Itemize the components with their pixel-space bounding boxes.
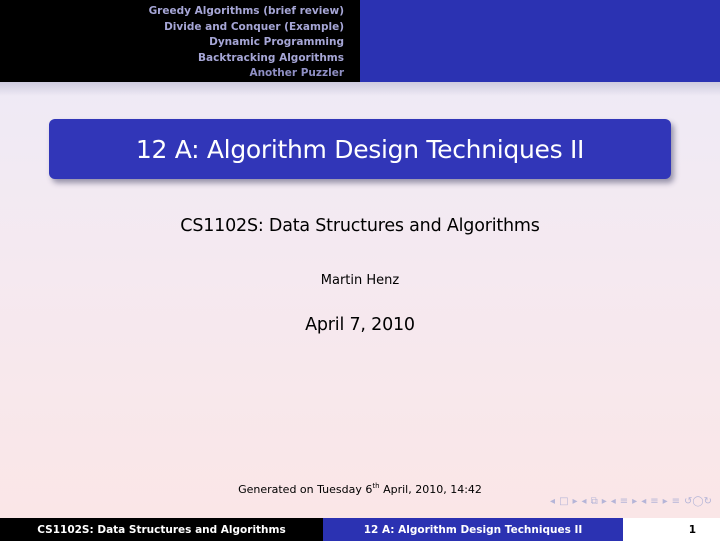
prev-document-icon[interactable]: ◂ [641, 496, 647, 507]
frame-icon[interactable]: □ [559, 496, 569, 507]
slide-subtitle: CS1102S: Data Structures and Algorithms [180, 216, 540, 236]
nav-section-backtracking[interactable]: Backtracking Algorithms [198, 51, 344, 64]
next-subsection-icon[interactable]: ▸ [601, 496, 607, 507]
generated-prefix: Generated on Tuesday 6 [238, 483, 373, 496]
section-icon[interactable]: ≡ [619, 496, 629, 507]
section-nav-list [149, 4, 344, 82]
document-icon[interactable]: ≡ [650, 496, 659, 507]
generated-note [0, 483, 720, 496]
page-number: 1 [623, 518, 720, 541]
generated-ordinal: th [372, 482, 380, 490]
footer-bar [0, 518, 720, 541]
header-accent-panel [360, 0, 720, 82]
slide-title: 12 A: Algorithm Design Techniques II [135, 134, 585, 164]
next-section-icon[interactable]: ▸ [632, 496, 638, 507]
header-shadow [0, 82, 720, 96]
next-document-icon[interactable]: ▸ [662, 496, 668, 507]
nav-section-another-puzzler[interactable]: Another Puzzler [249, 67, 344, 80]
next-frame-icon[interactable]: ▸ [572, 496, 578, 507]
presentation-date: April 7, 2010 [305, 315, 415, 335]
title-box [49, 119, 671, 179]
footer-title: 12 A: Algorithm Design Techniques II [323, 518, 623, 541]
nav-section-greedy[interactable]: Greedy Algorithms (brief review) [148, 5, 344, 17]
nav-section-dynamic-programming[interactable]: Dynamic Programming [209, 36, 344, 49]
prev-frame-icon[interactable]: ◂ [550, 496, 556, 507]
beamer-navigation-symbols [550, 496, 712, 507]
prev-section-icon[interactable]: ◂ [610, 496, 616, 507]
search-icon[interactable]: ↺◯↻ [684, 496, 712, 507]
footer-course: CS1102S: Data Structures and Algorithms [0, 518, 323, 541]
nav-section-divide-conquer[interactable]: Divide and Conquer (Example) [164, 20, 344, 33]
align-icon[interactable]: ≡ [671, 496, 681, 507]
header-bar [0, 0, 720, 82]
section-nav-panel [0, 0, 360, 82]
generated-suffix: April, 2010, 14:42 [379, 483, 482, 496]
author-name: Martin Henz [320, 273, 400, 288]
subsection-icon[interactable]: ⧉ [590, 496, 598, 507]
prev-subsection-icon[interactable]: ◂ [581, 496, 587, 507]
